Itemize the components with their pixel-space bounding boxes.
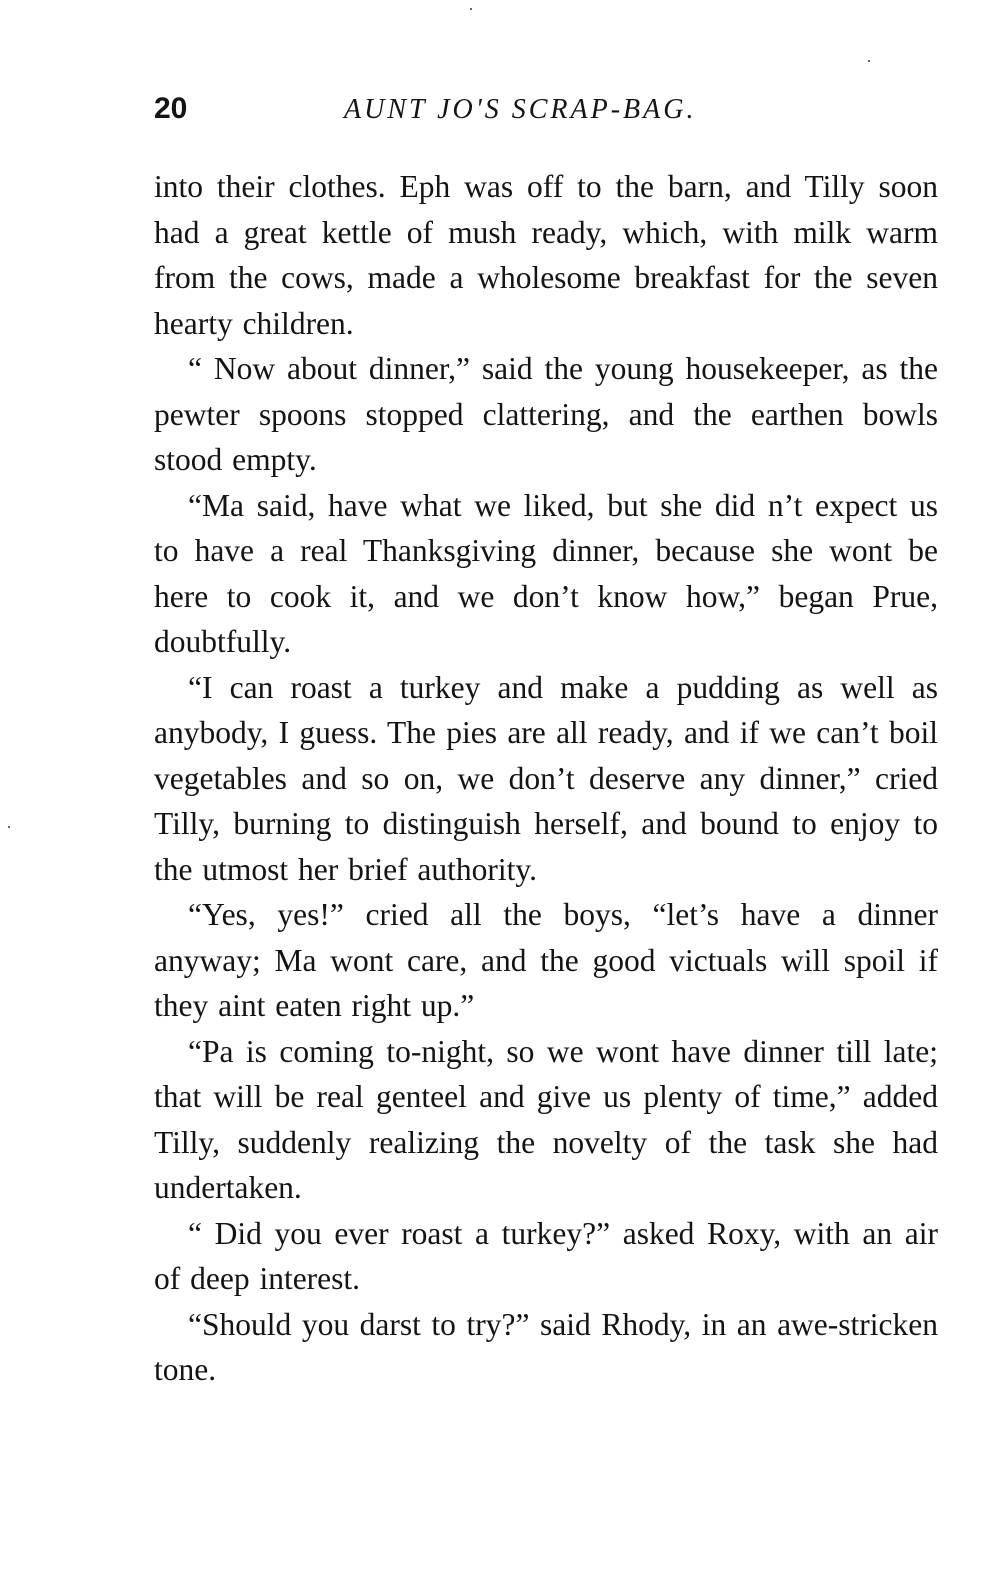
paragraph-8: “Should you darst to try?” said Rhody, in an awe-stricken tone. [154,1306,938,1387]
page-number: 20 [154,92,188,125]
body-text [154,164,938,1393]
paragraph-2: “ Now about dinner,” said the young housekeeper, as the pewter spoons stopped clattering, and the earthen bowls stood empty. [154,351,938,477]
scan-speck [470,8,472,10]
scan-speck [868,60,870,62]
paragraph-3: “Ma said, have what we liked, but she did n’t expect us to have a real Thanksgiving dinner, because she wont be here to cook it, and we don’t know how,” began Prue, doubtfully. [154,487,938,659]
page-header [154,92,914,136]
paragraph-6: “Pa is coming to-night, so we wont have dinner till late; that will be real genteel and give us plenty of time,” added Tilly, suddenly realizing the novelty of the task she had undertaken. [154,1033,938,1205]
paragraph-1: into their clothes. Eph was off to the barn, and Tilly soon had a great kettle of mush ready, which, with milk warm from the cows, made a wholesome breakfast for the seven hearty children. [154,169,938,341]
running-title: AUNT JO'S SCRAP-BAG. [344,94,697,125]
paragraph-5: “Yes, yes!” cried all the boys, “let’s have a dinner anyway; Ma wont care, and the good victuals will spoil if they aint eaten right up.” [154,897,938,1023]
paragraph-4: “I can roast a turkey and make a pudding as well as anybody, I guess. The pies are all ready, and if we can’t boil vegetables and so on, we don’t deserve any dinner,” cried Tilly, burning to distinguish herself, and bound to enjoy to the utmost her brief authority. [154,669,938,887]
paragraph-7: “ Did you ever roast a turkey?” asked Roxy, with an air of deep interest. [154,1215,938,1296]
scan-speck [8,826,10,828]
